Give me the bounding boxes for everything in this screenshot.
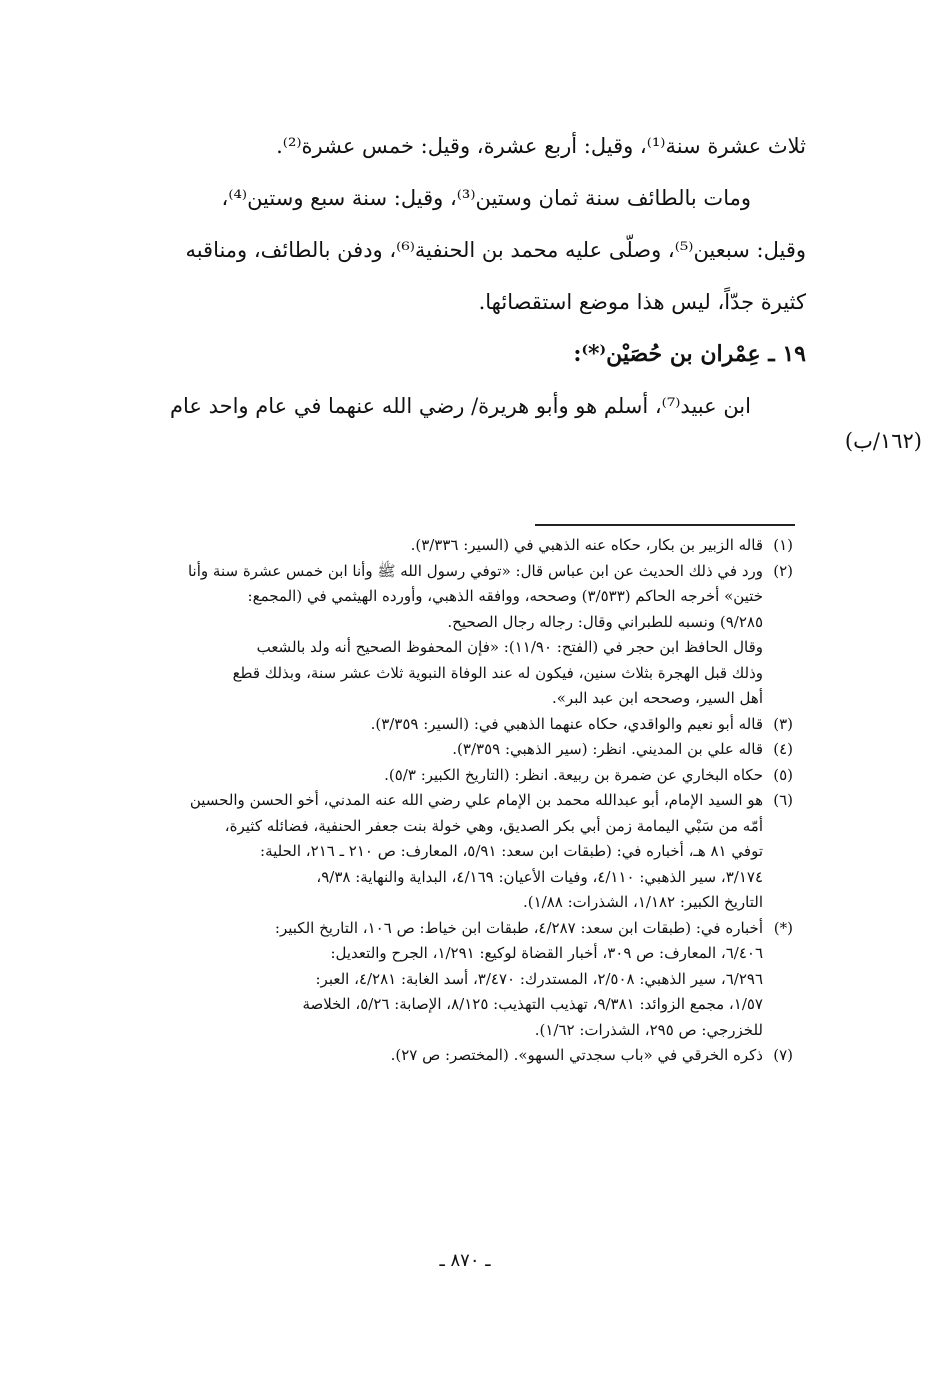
footnote-line: ورد في ذلك الحديث عن ابن عباس قال: «توفي رسول الله ﷺ وأنا ابن خمس عشرة سنة وأنا bbox=[187, 561, 763, 580]
footnote-2 bbox=[118, 559, 793, 712]
footnote-number: (*) bbox=[773, 918, 793, 937]
footnote-number: (٥) bbox=[773, 765, 793, 784]
footnote-line: أخباره في: (طبقات ابن سعد: ٤/٢٨٧، طبقات ابن خياط: ص ١٠٦، التاريخ الكبير: bbox=[274, 918, 763, 937]
footnote-number: (٧) bbox=[773, 1046, 793, 1064]
footnote-1 bbox=[118, 533, 793, 559]
text-line: كثيرة جدّاً، ليس هذا موضع استقصائها. bbox=[478, 290, 806, 314]
footnote-line: التاريخ الكبير: ١/١٨٢، الشذرات: ١/٨٨). bbox=[523, 893, 763, 911]
footnote-line: قاله أبو نعيم والواقدي، حكاه عنهما الذهبي في: (السير: ٣/٣٥٩). bbox=[370, 714, 763, 733]
footnote-number: (٢) bbox=[773, 561, 793, 580]
footnote-line: ١/٥٧، مجمع الزوائد: ٩/٣٨١، تهذيب التهذيب: ٨/١٢٥، الإصابة: ٥/٢٦، الخلاصة bbox=[302, 995, 763, 1013]
footnote-line: ذكره الخرقي في «باب سجدتي السهو». (المختصر: ص ٢٧). bbox=[390, 1046, 763, 1064]
footnote-line: هو السيد الإمام، أبو عبدالله محمد بن الإمام علي رضي الله عنه المدني، أخو الحسن والحسين bbox=[189, 791, 763, 809]
footnote-line: وذلك قبل الهجرة بثلاث سنين، فيكون له عند الوفاة النبوية ثلاث عشر سنة، وبذلك قطع bbox=[232, 663, 763, 682]
footnote-number: (١) bbox=[773, 536, 793, 554]
footnote-line: للخزرجي: ص ٢٩٥، الشذرات: ١/٦٢). bbox=[534, 1020, 763, 1039]
footnote-3 bbox=[118, 712, 793, 738]
manuscript-folio-note: (١٦٢/ب) bbox=[844, 429, 922, 453]
footnote-5 bbox=[118, 763, 793, 789]
footnote-star bbox=[118, 916, 793, 1044]
text-line: ثلاث عشرة سنة⁽¹⁾، وقيل: أربع عشرة، وقيل: خمس عشرة⁽²⁾. bbox=[276, 134, 806, 158]
footnote-number: (٤) bbox=[773, 740, 793, 758]
section-heading: ١٩ ـ عِمْران بن حُصَيْن⁽*⁾: bbox=[573, 341, 806, 367]
footnote-line: ٣/١٧٤، سير الذهبي: ٤/١١٠، وفيات الأعيان: ٤/١٦٩، البداية والنهاية: ٩/٣٨، bbox=[316, 867, 763, 886]
text-line: ابن عبيد⁽⁷⁾، أسلم هو وأبو هريرة/ رضي الله عنهما في عام واحد عام bbox=[169, 394, 751, 418]
footnote-number: (٦) bbox=[773, 791, 793, 809]
footnote-number: (٣) bbox=[773, 714, 793, 733]
footnote-line: قاله علي بن المديني. انظر: (سير الذهبي: ٣/٣٥٩). bbox=[452, 740, 763, 758]
footnote-line: قاله الزبير بن بكار، حكاه عنه الذهبي في (السير: ٣/٣٣٦). bbox=[410, 536, 763, 554]
footnote-line: وقال الحافظ ابن حجر في (الفتح: ١١/٩٠): «فإن المحفوظ الصحيح أنه ولد بالشعب bbox=[256, 638, 763, 656]
main-text bbox=[110, 120, 806, 432]
footnote-7 bbox=[118, 1043, 793, 1069]
footnote-line: حكاه البخاري عن ضمرة بن ربيعة. انظر: (التاريخ الكبير: ٥/٣). bbox=[384, 765, 763, 784]
text-line: وقيل: سبعين⁽⁵⁾، وصلّى عليه محمد بن الحنفية⁽⁶⁾، ودفن بالطائف، ومناقبه bbox=[185, 238, 806, 262]
footnote-line: توفي ٨١ هـ، أخباره في: (طبقات ابن سعد: ٥/٩١، المعارف: ص ٢١٠ ـ ٢١٦، الحلية: bbox=[260, 842, 763, 860]
footnote-line: ٦/٢٩٦، سير الذهبي: ٢/٥٠٨، المستدرك: ٣/٤٧٠، أسد الغابة: ٤/٢٨١، العبر: bbox=[315, 969, 763, 988]
footnote-4 bbox=[118, 737, 793, 763]
footnote-line: أمّه من سَبْي اليمامة زمن أبي بكر الصديق، وهي خولة بنت جعفر الحنفية، فضائله كثيرة، bbox=[224, 816, 763, 835]
footnote-line: أهل السير، وصححه ابن عبد البر». bbox=[551, 689, 763, 707]
footnote-separator bbox=[535, 524, 795, 526]
footnote-line: ختين» أخرجه الحاكم (٣/٥٣٣) وصححه، ووافقه الذهبي، وأورده الهيثمي في (المجمع: bbox=[247, 587, 763, 605]
footnotes bbox=[118, 533, 793, 1069]
footnote-6 bbox=[118, 788, 793, 916]
footnote-line: ٦/٤٠٦، المعارف: ص ٣٠٩، أخبار القضاة لوكيع: ١/٢٩١، الجرح والتعديل: bbox=[330, 944, 763, 962]
page-number: ـ ٨٧٠ ـ bbox=[439, 1250, 491, 1271]
text-line: ومات بالطائف سنة ثمان وستين⁽³⁾، وقيل: سنة سبع وستين⁽⁴⁾، bbox=[221, 186, 751, 210]
footnote-line: ٩/٢٨٥) ونسبه للطبراني وقال: رجاله رجال الصحيح. bbox=[447, 612, 763, 631]
